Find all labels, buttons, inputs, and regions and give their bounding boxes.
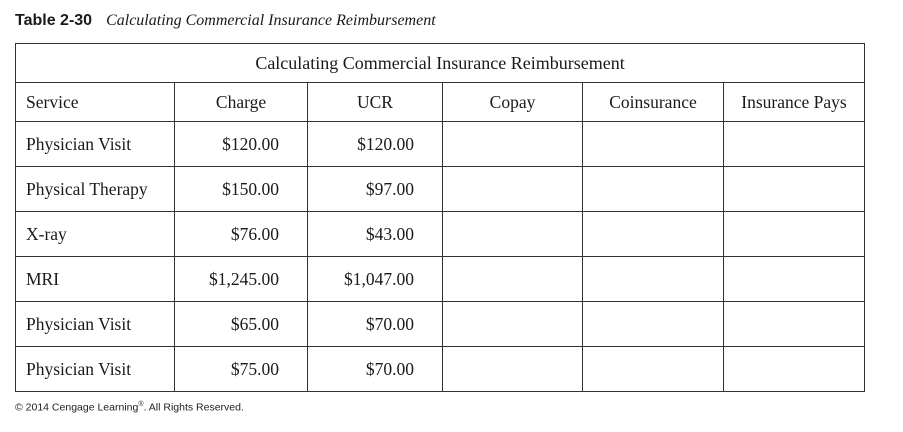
cell-coinsurance — [583, 347, 724, 392]
table-row — [16, 122, 865, 167]
cell-insurance-pays — [724, 302, 865, 347]
header-coinsurance: Coinsurance — [583, 83, 724, 122]
table-row — [16, 167, 865, 212]
header-insurance-pays: Insurance Pays — [724, 83, 865, 122]
table-row — [16, 347, 865, 392]
copyright-prefix: © 2014 Cengage Learning — [15, 401, 139, 414]
cell-service: Physical Therapy — [16, 167, 175, 212]
table-caption — [15, 12, 436, 36]
cell-ucr: $97.00 — [308, 167, 443, 212]
cell-copay — [443, 212, 583, 257]
cell-copay — [443, 302, 583, 347]
cell-coinsurance — [583, 212, 724, 257]
table-row — [16, 302, 865, 347]
cell-insurance-pays — [724, 257, 865, 302]
cell-service: Physician Visit — [16, 302, 175, 347]
cell-insurance-pays — [724, 122, 865, 167]
cell-coinsurance — [583, 167, 724, 212]
cell-charge: $75.00 — [175, 347, 308, 392]
copyright-suffix: . All Rights Reserved. — [143, 401, 244, 414]
cell-ucr: $43.00 — [308, 212, 443, 257]
cell-charge: $120.00 — [175, 122, 308, 167]
cell-copay — [443, 122, 583, 167]
cell-service: Physician Visit — [16, 122, 175, 167]
cell-coinsurance — [583, 257, 724, 302]
table-title: Calculating Commercial Insurance Reimbursement — [16, 44, 865, 83]
cell-copay — [443, 167, 583, 212]
cell-insurance-pays — [724, 167, 865, 212]
reimbursement-table — [15, 43, 865, 392]
cell-charge: $76.00 — [175, 212, 308, 257]
header-ucr: UCR — [308, 83, 443, 122]
copyright-notice — [15, 401, 244, 414]
cell-coinsurance — [583, 302, 724, 347]
header-copay: Copay — [443, 83, 583, 122]
cell-ucr: $70.00 — [308, 347, 443, 392]
table-number: Table 2-30 — [15, 12, 93, 29]
cell-coinsurance — [583, 122, 724, 167]
cell-ucr: $1,047.00 — [308, 257, 443, 302]
table-caption-title: Calculating Commercial Insurance Reimbursement — [106, 12, 436, 29]
cell-copay — [443, 257, 583, 302]
table-title-row — [16, 44, 865, 83]
header-service: Service — [16, 83, 175, 122]
header-row — [16, 83, 865, 122]
header-charge: Charge — [175, 83, 308, 122]
cell-insurance-pays — [724, 347, 865, 392]
cell-insurance-pays — [724, 212, 865, 257]
registered-mark: ® — [138, 401, 144, 408]
cell-service: Physician Visit — [16, 347, 175, 392]
table-row — [16, 212, 865, 257]
cell-charge: $150.00 — [175, 167, 308, 212]
cell-ucr: $70.00 — [308, 302, 443, 347]
cell-service: MRI — [16, 257, 175, 302]
table-row — [16, 257, 865, 302]
cell-charge: $1,245.00 — [175, 257, 308, 302]
cell-service: X-ray — [16, 212, 175, 257]
cell-copay — [443, 347, 583, 392]
cell-ucr: $120.00 — [308, 122, 443, 167]
cell-charge: $65.00 — [175, 302, 308, 347]
